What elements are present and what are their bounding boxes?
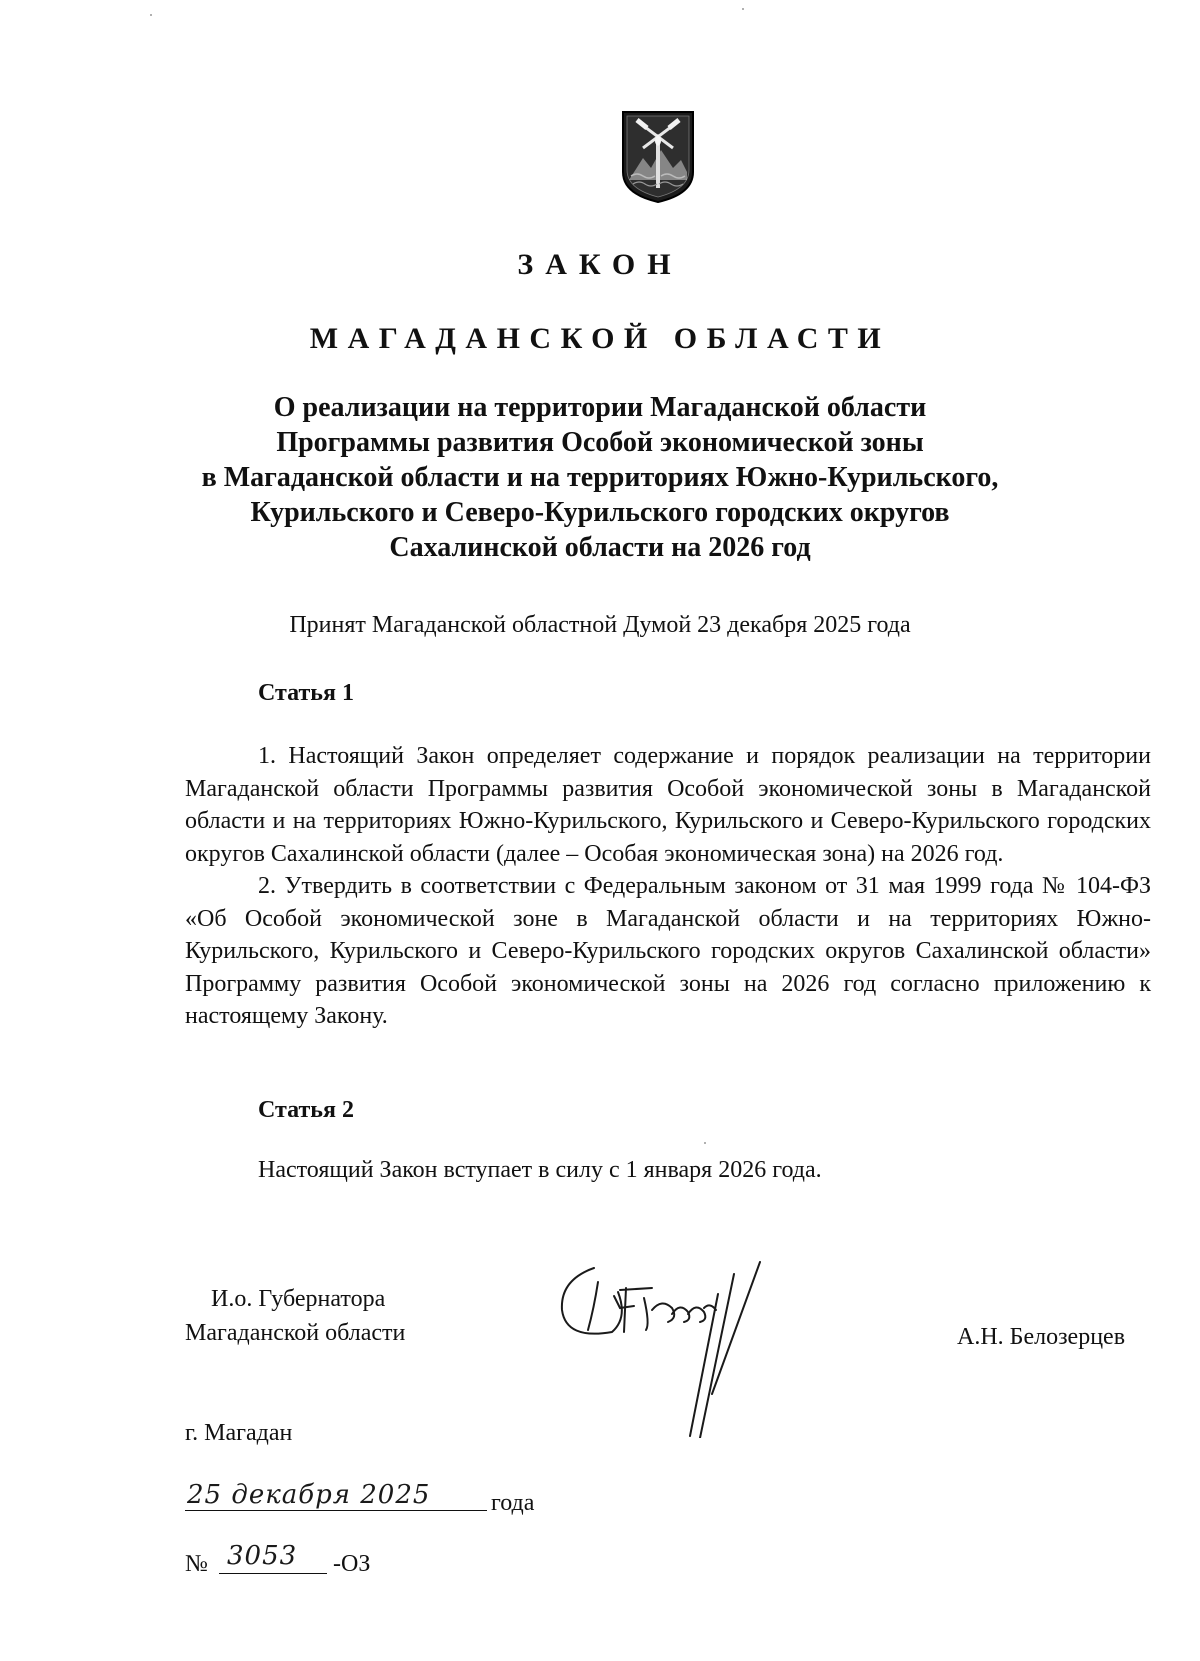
signatory-position-line: И.о. Губернатора [211, 1286, 386, 1312]
law-title-line: Программы развития Особой экономической зоны [276, 427, 924, 458]
signatory-position [185, 1282, 405, 1350]
handwritten-signature [554, 1258, 814, 1438]
document-type: ЗАКОН [517, 248, 683, 281]
number-suffix: -ОЗ [333, 1551, 371, 1577]
article-1-body [185, 740, 1151, 1033]
signatory-position-line: Магаданской области [185, 1320, 406, 1346]
law-title-line: Сахалинской области на 2026 год [389, 532, 811, 563]
scan-speck [704, 1142, 706, 1144]
date-underline [185, 1510, 487, 1511]
signing-date [185, 1480, 565, 1520]
signing-city: г. Магадан [185, 1420, 293, 1446]
article-paragraph: Настоящий Закон вступает в силу с 1 января 2026 года. [258, 1157, 822, 1183]
law-title-line: в Магаданской области и на территориях Южно-Курильского, [201, 462, 999, 493]
article-2-body [185, 1154, 1151, 1187]
law-title-line: О реализации на территории Магаданской области [273, 392, 927, 423]
article-paragraph: 1. Настоящий Закон определяет содержание и порядок реализации на территории Магаданской области Программы развития Особой экономической зоны в Магаданской области и на территориях Южно-Курильского, Курильского и Северо-Курильского городских округов Сахалинской области (далее – Особая экономическая зона) на 2026 год. [185, 743, 1151, 867]
signatory-name: А.Н. Белозерцев [957, 1324, 1126, 1350]
law-title-line: Курильского и Северо-Курильского городских округов [250, 497, 950, 528]
article-2-heading: Статья 2 [258, 1097, 354, 1123]
adoption-statement: Принят Магаданской областной Думой 23 декабря 2025 года [289, 612, 911, 638]
law-title [0, 390, 1200, 565]
law-number [185, 1543, 445, 1583]
number-handwritten: 3053 [227, 1541, 298, 1571]
number-underline [219, 1573, 327, 1574]
scan-speck [150, 14, 152, 16]
article-paragraph: 2. Утвердить в соответствии с Федеральным законом от 31 мая 1999 года № 104-ФЗ «Об Особой экономической зоне в Магаданской области и на территориях Южно-Курильского, Курильского и Северо-Курильского городских округов Сахалинской области» Программу развития Особой экономической зоны на 2026 год согласно приложению к настоящему Закону. [185, 873, 1151, 1029]
article-1-heading: Статья 1 [258, 680, 354, 706]
date-handwritten: 25 декабря 2025 [187, 1480, 431, 1510]
number-sign: № [185, 1551, 208, 1577]
scan-speck [742, 8, 744, 10]
date-suffix: года [491, 1490, 535, 1516]
coat-of-arms-icon [621, 110, 695, 204]
issuing-region: МАГАДАНСКОЙ ОБЛАСТИ [309, 322, 891, 355]
